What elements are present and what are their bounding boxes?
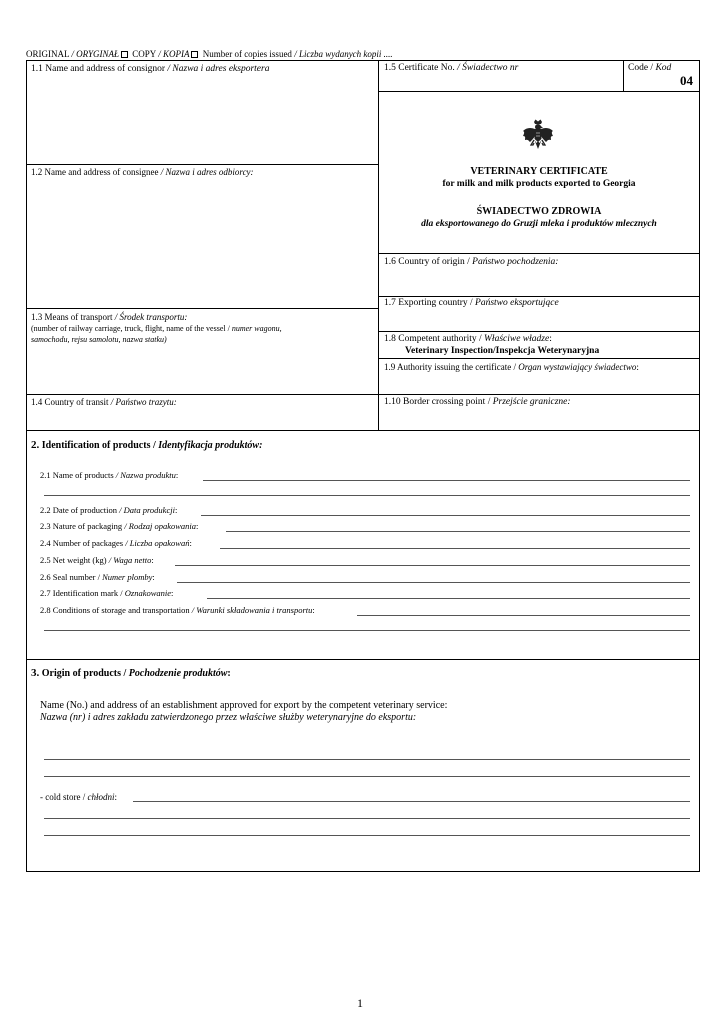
page-number: 1: [357, 996, 363, 1010]
divider-1-5: [378, 91, 700, 92]
box-1-3-note-2: samochodu, rejsu samolotu, nazwa statku): [31, 335, 167, 344]
copies-label-pl: / Liczba wydanych kopii ....: [294, 49, 393, 59]
box-1-8-value: Veterinary Inspection/Inspekcja Weterynaryjna: [405, 346, 600, 356]
divider-section-2: [26, 430, 700, 431]
divider-1-3: [26, 308, 378, 309]
field-2-8-input-line[interactable]: [357, 615, 690, 616]
box-1-8-label: 1.8 Competent authority / Właściwe władze:: [384, 334, 552, 344]
box-1-5-label: 1.5 Certificate No. / Świadectwo nr: [384, 63, 519, 73]
divider-1-8: [378, 331, 700, 332]
field-2-2-input-line[interactable]: [201, 515, 690, 516]
field-2-1-extra-line[interactable]: [44, 495, 690, 496]
box-1-6-label: 1.6 Country of origin / Państwo pochodzenia:: [384, 257, 559, 267]
section-3-title: 3. Origin of products / Pochodzenie produktów:: [31, 667, 231, 679]
field-2-1-input-line[interactable]: [203, 480, 690, 481]
field-2-6-input-line[interactable]: [177, 582, 690, 583]
field-2-8-label: 2.8 Conditions of storage and transportation / Warunki składowania i transportu:: [40, 605, 315, 615]
title-pl: ŚWIADECTWO ZDROWIA: [476, 206, 602, 217]
establishment-line-2[interactable]: [44, 776, 690, 777]
field-2-8-extra-line[interactable]: [44, 630, 690, 631]
box-1-9-label: 1.9 Authority issuing the certificate / Organ wystawiający świadectwo:: [384, 362, 639, 372]
code-label: Code / Kod: [628, 63, 672, 73]
box-1-2-label: 1.2 Name and address of consignee / Nazwa i adres odbiorcy:: [31, 167, 254, 177]
box-1-3-label: 1.3 Means of transport / Środek transportu:: [31, 312, 188, 322]
cold-store-line-3[interactable]: [44, 835, 690, 836]
divider-1-7: [378, 296, 700, 297]
copy-label-pl: / KOPIA: [158, 49, 190, 59]
original-checkbox[interactable]: [121, 51, 128, 58]
section-2-title: 2. Identification of products / Identyfikacja produktów:: [31, 439, 263, 451]
field-2-5-input-line[interactable]: [175, 565, 690, 566]
field-2-7-input-line[interactable]: [207, 598, 690, 599]
column-divider: [378, 60, 379, 430]
copies-header: [26, 49, 393, 59]
divider-1-4: [26, 394, 378, 395]
copies-label: Number of copies issued: [202, 49, 292, 59]
copy-checkbox[interactable]: [191, 51, 198, 58]
box-1-4-label: 1.4 Country of transit / Państwo trazytu:: [31, 397, 177, 407]
cold-store-label: - cold store / chłodni:: [40, 792, 118, 802]
field-2-3-input-line[interactable]: [226, 531, 690, 532]
section-3-desc-pl: Nazwa (nr) i adres zakładu zatwierdzonego przez właściwe służby weterynaryjne do eksportu:: [40, 712, 417, 723]
original-label-pl: / ORYGINAŁ: [71, 49, 120, 59]
title-en: VETERINARY CERTIFICATE: [470, 166, 608, 177]
polish-eagle-icon: [522, 119, 554, 152]
copy-label: COPY: [132, 49, 156, 59]
divider-1-9: [378, 358, 700, 359]
title-en-sub: for milk and milk products exported to Georgia: [442, 179, 636, 189]
box-1-10-label: 1.10 Border crossing point / Przejście graniczne:: [384, 397, 571, 407]
frame-left: [26, 60, 27, 872]
field-2-6-label: 2.6 Seal number / Numer plomby:: [40, 572, 155, 582]
box-1-7-label: 1.7 Exporting country / Państwo eksportujące: [384, 298, 559, 308]
field-2-3-label: 2.3 Nature of packaging / Rodzaj opakowania:: [40, 521, 199, 531]
divider-1-10: [378, 394, 700, 395]
box-1-1-label: 1.1 Name and address of consignor / Nazwa i adres eksportera: [31, 64, 270, 74]
field-2-5-label: 2.5 Net weight (kg) / Waga netto:: [40, 555, 154, 565]
field-2-1-label: 2.1 Name of products / Nazwa produktu:: [40, 470, 179, 480]
field-2-7-label: 2.7 Identification mark / Oznakowanie:: [40, 588, 174, 598]
box-1-3-note: (number of railway carriage, truck, flight, name of the vessel / numer wagonu,: [31, 324, 282, 333]
cold-store-line-2[interactable]: [44, 818, 690, 819]
establishment-line-1[interactable]: [44, 759, 690, 760]
field-2-4-input-line[interactable]: [220, 548, 690, 549]
title-pl-sub: dla eksportowanego do Gruzji mleka i produktów mlecznych: [421, 219, 657, 229]
frame-top: [26, 60, 700, 61]
code-divider: [623, 60, 624, 91]
original-label: ORIGINAL: [26, 49, 70, 59]
divider-1-6: [378, 253, 700, 254]
divider-section-3: [26, 659, 700, 660]
frame-bottom: [26, 871, 700, 872]
field-2-4-label: 2.4 Number of packages / Liczba opakowań:: [40, 538, 192, 548]
divider-1-2: [26, 164, 378, 165]
field-2-2-label: 2.2 Date of production / Data produkcji:: [40, 505, 178, 515]
cold-store-line[interactable]: [133, 801, 690, 802]
code-value: 04: [680, 73, 693, 88]
section-3-desc: Name (No.) and address of an establishment approved for export by the competent veterinary service:: [40, 700, 448, 711]
